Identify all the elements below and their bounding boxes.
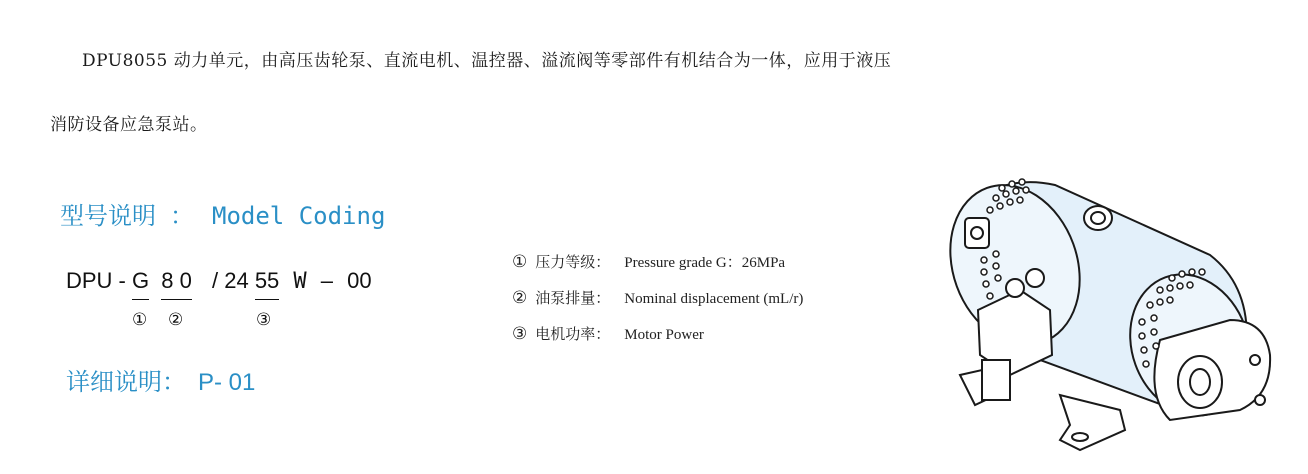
legend-marker: ① — [512, 252, 528, 272]
model-coding-heading — [60, 196, 385, 231]
intro-paragraph-line2: 消防设备应急泵站。 — [50, 115, 208, 135]
detail-heading-code: P- 01 — [198, 369, 256, 396]
marker-2: ② — [168, 310, 184, 330]
model-code-prefix: DPU - — [66, 268, 126, 293]
model-coding-heading-en: Model Coding — [212, 202, 386, 230]
intro-paragraph-line1: DPU8055 动力单元，由高压齿轮泵、直流电机、温控器、溢流阀等零部件有机结合为一体，应用于液压 — [82, 51, 892, 71]
model-code-pressure-grade — [132, 268, 149, 294]
underline — [255, 299, 279, 301]
legend-label-cn: 油泵排量： — [535, 289, 611, 307]
model-code-w: W — [293, 269, 307, 294]
legend-marker: ③ — [512, 324, 528, 344]
underline — [132, 299, 149, 301]
legend-label-cn: 压力等级： — [535, 253, 611, 271]
model-code — [66, 268, 372, 294]
legend-label-en: Motor Power — [624, 327, 704, 343]
legend-label-en: Pressure grade G：26MPa — [624, 255, 786, 271]
model-coding-heading-colon: ： — [170, 202, 194, 230]
model-code-g: G — [132, 268, 150, 293]
marker-3: ③ — [256, 310, 272, 330]
model-coding-heading-cn: 型号说明 — [60, 202, 156, 230]
model-code-55: 55 — [254, 268, 280, 293]
legend-row-motor-power — [512, 322, 803, 358]
code-legend — [512, 250, 803, 358]
legend-label-cn: 电机功率： — [535, 325, 611, 343]
model-code-dash: – — [320, 268, 334, 293]
detail-heading — [66, 362, 255, 397]
model-code-motor-power — [255, 268, 279, 294]
underline — [161, 299, 192, 301]
model-code-80: 8 0 — [161, 268, 192, 293]
legend-row-displacement — [512, 286, 803, 322]
detail-heading-cn: 详细说明： — [66, 368, 186, 396]
model-code-displacement — [161, 268, 192, 294]
legend-label-en: Nominal displacement (mL/r) — [624, 291, 804, 307]
model-code-suffix: 00 — [347, 268, 372, 293]
power-unit-illustration — [920, 160, 1290, 460]
legend-row-pressure — [512, 250, 803, 286]
legend-marker: ② — [512, 288, 528, 308]
marker-1: ① — [132, 310, 148, 330]
model-code-voltage: / 24 — [211, 268, 249, 293]
